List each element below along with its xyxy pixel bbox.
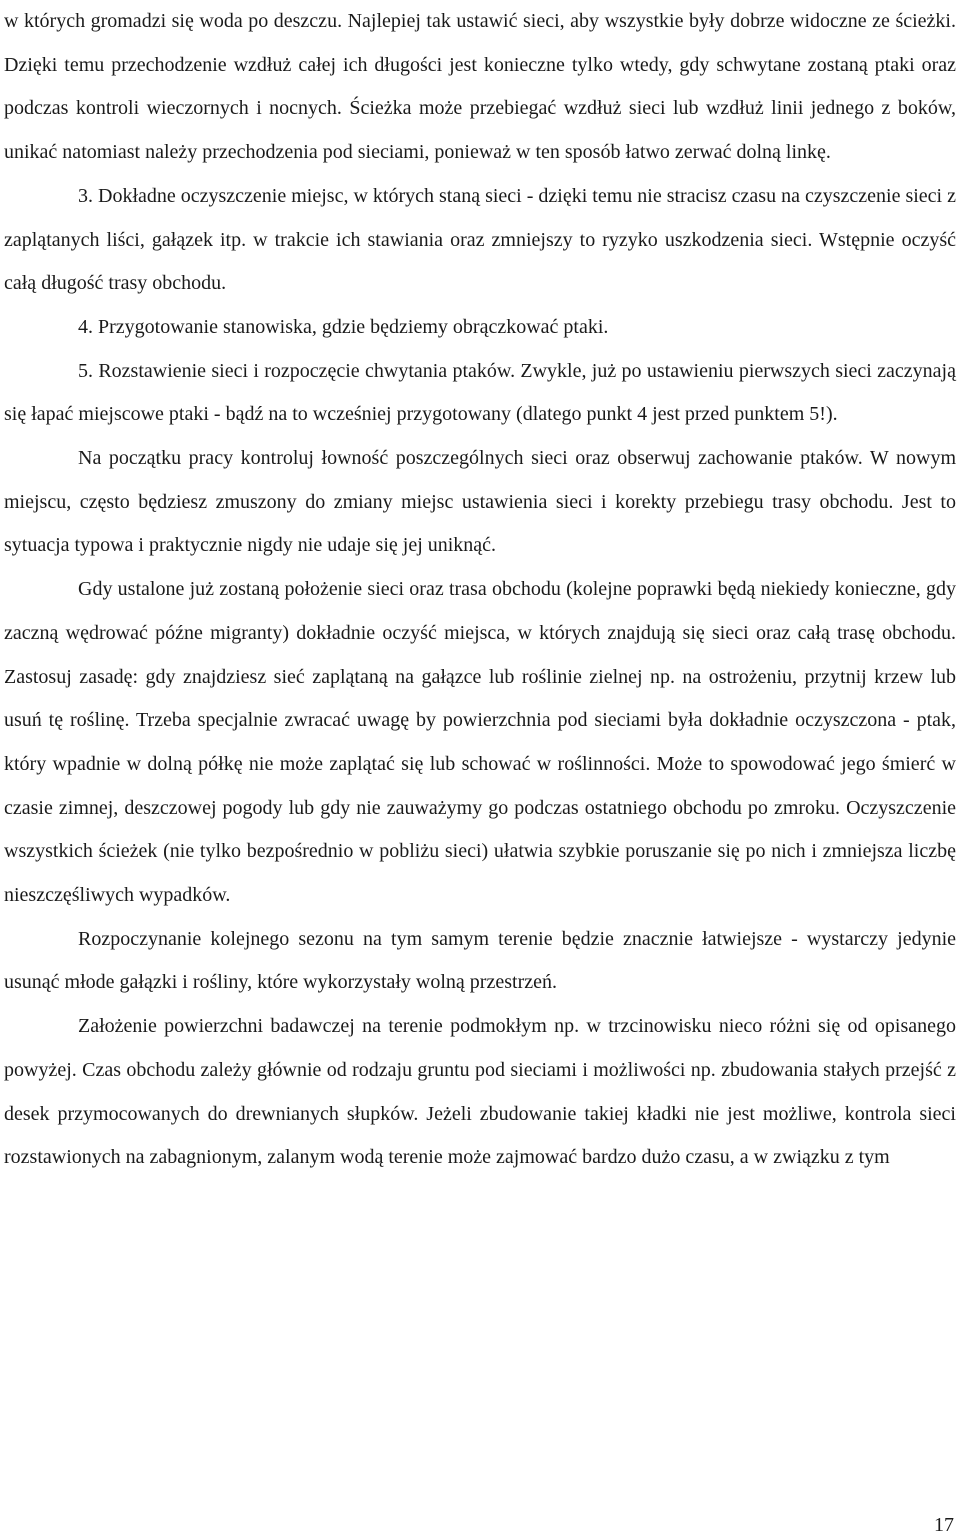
paragraph-text: 5. Rozstawienie sieci i rozpoczęcie chwytania ptaków. Zwykle, już po ustawieniu pierwszych sieci zaczynają się łapać miejscowe ptaki - bądź na to wcześniej przygotowany (dlatego punkt 4 jest przed punktem 5!). xyxy=(4,359,956,426)
document-page xyxy=(4,0,956,1180)
paragraph-text: w których gromadzi się woda po deszczu. Najlepiej tak ustawić sieci, aby wszystkie były dobrze widoczne ze ścieżki. Dzięki temu przechodzenie wzdłuż całej ich długości jest konieczne tylko wtedy, gdy schwytane zostaną ptaki oraz podczas kontroli wieczornych i nocnych. Ścieżka może przebiegać wzdłuż sieci lub wzdłuż linii jednego z boków, unikać natomiast należy przechodzenia pod sieciami, ponieważ w ten sposób łatwo zerwać dolną linkę. xyxy=(4,10,956,164)
paragraph-text: Rozpoczynanie kolejnego sezonu na tym samym terenie będzie znacznie łatwiejsze - wystarczy jedynie usunąć młode gałązki i rośliny, które wykorzystały wolną przestrzeń. xyxy=(4,927,956,994)
page-number: 17 xyxy=(934,1514,954,1536)
paragraph-item-5 xyxy=(4,350,956,437)
paragraph-item-3 xyxy=(4,175,956,306)
paragraph-item-4 xyxy=(4,306,956,350)
paragraph-text: Na początku pracy kontroluj łowność poszczególnych sieci oraz obserwuj zachowanie ptaków. W nowym miejscu, często będziesz zmuszony do zmiany miejsc ustawienia sieci i korekty przebiegu trasy obchodu. Jest to sytuacja typowa i praktycznie nigdy nie udaje się jej uniknąć. xyxy=(4,447,956,557)
paragraph-wetland xyxy=(4,1005,956,1180)
paragraph-continued xyxy=(4,0,956,175)
paragraph-text: 4. Przygotowanie stanowiska, gdzie będziemy obrączkować ptaki. xyxy=(78,315,609,338)
paragraph-text: Gdy ustalone już zostaną położenie sieci oraz trasa obchodu (kolejne poprawki będą niekiedy konieczne, gdy zaczną wędrować późne migranty) dokładnie oczyść miejsca, w których znajdują się sieci oraz całą trasę obchodu. Zastosuj zasadę: gdy znajdziesz sieć zaplątaną na gałązce lub roślinie zielnej np. na ostrożeniu, przytnij krzew lub usuń tę roślinę. Trzeba specjalnie zwracać uwagę by powierzchnia pod sieciami była dokładnie oczyszczona - ptak, który wpadnie w dolną półkę nie może zaplątać się lub schować w roślinności. Może to spowodować jego śmierć w czasie zimnej, deszczowej pogody lub gdy nie zauważymy go podczas ostatniego obchodu po zmroku. Oczyszczenie wszystkich ścieżek (nie tylko bezpośrednio w pobliżu sieci) ułatwia szybkie poruszanie się po nich i zmniejsza liczbę nieszczęśliwych wypadków. xyxy=(4,578,956,907)
paragraph-control xyxy=(4,437,956,568)
paragraph-text: 3. Dokładne oczyszczenie miejsc, w których staną sieci - dzięki temu nie stracisz czasu na czyszczenie sieci z zaplątanych liści, gałązek itp. w trakcie ich stawiania oraz zmniejszy to ryzyko uszkodzenia sieci. Wstępnie oczyść całą długość trasy obchodu. xyxy=(4,184,956,295)
paragraph-cleaning xyxy=(4,568,956,918)
paragraph-text: Założenie powierzchni badawczej na terenie podmokłym np. w trzcinowisku nieco różni się od opisanego powyżej. Czas obchodu zależy głównie od rodzaju gruntu pod sieciami i możliwości np. zbudowania stałych przejść z desek przymocowanych do drewnianych słupków. Jeżeli zbudowanie takiej kładki nie jest możliwe, kontrola sieci rozstawionych na zabagnionym, zalanym wodą terenie może zajmować bardzo dużo czasu, a w związku z tym xyxy=(4,1015,956,1169)
paragraph-next-season xyxy=(4,918,956,1005)
